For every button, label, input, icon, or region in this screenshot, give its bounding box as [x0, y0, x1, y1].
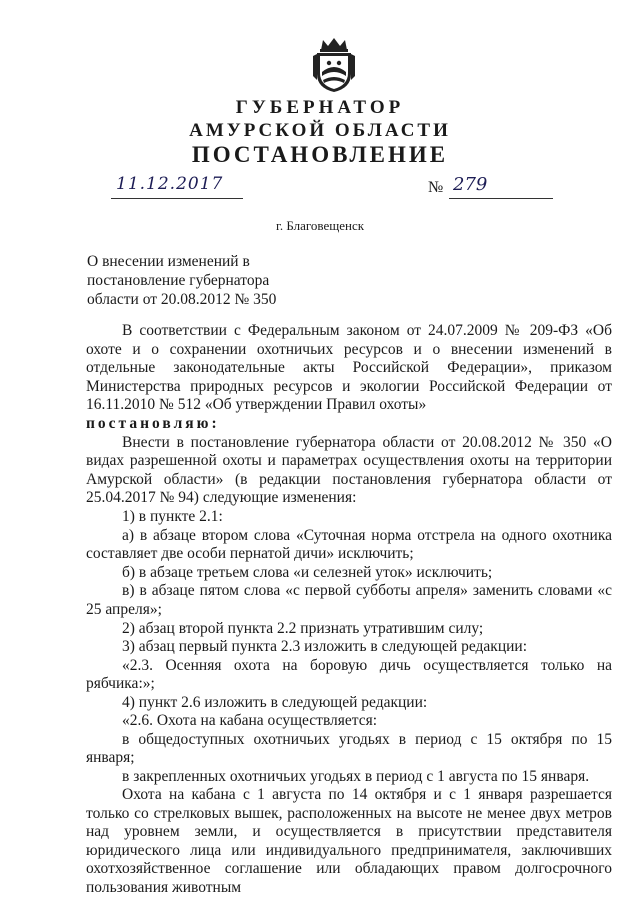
item-4-line-2: в закрепленных охотничьих угодьях в период с 1 августа по 15 января.	[122, 767, 590, 785]
item-4-line-1: в общедоступных охотничьих угодьях в период с 15 октября по 15 января;	[86, 731, 612, 767]
item-3-text: «2.3. Осенняя охота на боровую дичь осуществляется только на рябчика:»;	[86, 656, 612, 693]
intro-paragraph: Внести в постановление губернатора области от 20.08.2012 № 350 «О видах разрешенной охоты и параметрах осуществления охоты на территории Амурской области» (в редакции постановления губернатора области от 25.04.2017 № 94) следующие изменения:	[86, 433, 612, 507]
org-title-line1: ГУБЕРНАТОР	[235, 97, 405, 118]
item-4-text: «2.6. Охота на кабана осуществляется:	[122, 712, 378, 730]
document-type: ПОСТАНОВЛЕНИЕ	[191, 142, 449, 167]
document-date: 11.12.2017	[116, 174, 224, 194]
document-number: 279	[453, 174, 488, 195]
date-underline	[111, 198, 243, 199]
subject-line: постановление губернатора	[87, 272, 270, 289]
number-label: №	[428, 179, 444, 196]
city-name: г. Благовещенск	[275, 218, 365, 233]
item-1a: а) в абзаце втором слова «Суточная норма отстрела на одного охотника составляет две особи пернатой дичи» исключить;	[86, 526, 612, 563]
item-1c: в) в абзаце пятом слова «с первой субботы апреля» заменить словами «с 25 апреля»;	[86, 582, 612, 618]
item-4-paragraph: Охота на кабана с 1 августа по 14 октября и с 1 января разрешается только со стрелковых вышек, расположенных на высоте не менее двух метров над уровнем земли, и осуществляется в присутствии представителя юридического лица или индивидуального предпринимателя, заключивших охотхозяйственное соглашение или обладающих правом долгосрочного пользования животным	[86, 785, 612, 896]
item-1: 1) в пункте 2.1:	[122, 507, 223, 525]
document-subject	[87, 252, 327, 309]
decree-word: постановляю:	[86, 414, 220, 432]
item-4: 4) пункт 2.6 изложить в следующей редакции:	[122, 693, 428, 711]
preamble-paragraph: В соответствии с Федеральным законом от 24.07.2009 № 209-ФЗ «Об охоте и о сохранении охотничьих ресурсов и о внесении изменений в отдельные законодательные акты Российской Федерации», приказом Министерства природных ресурсов и экологии Российской Федерации от 16.11.2010 № 512 «Об утверждении Правил охоты»	[86, 322, 612, 414]
org-title-line2: АМУРСКОЙ ОБЛАСТИ	[189, 120, 451, 141]
item-2: 2) абзац второй пункта 2.2 признать утратившим силу;	[122, 619, 484, 637]
document-body	[86, 322, 612, 898]
number-underline	[449, 198, 553, 199]
subject-line: О внесении изменений в	[87, 253, 250, 270]
item-1b: б) в абзаце третьем слова «и селезней уток» исключить;	[122, 563, 493, 581]
coat-of-arms-icon	[311, 36, 357, 94]
item-3: 3) абзац первый пункта 2.3 изложить в следующей редакции:	[122, 638, 528, 656]
subject-line: области от 20.08.2012 № 350	[87, 291, 277, 308]
